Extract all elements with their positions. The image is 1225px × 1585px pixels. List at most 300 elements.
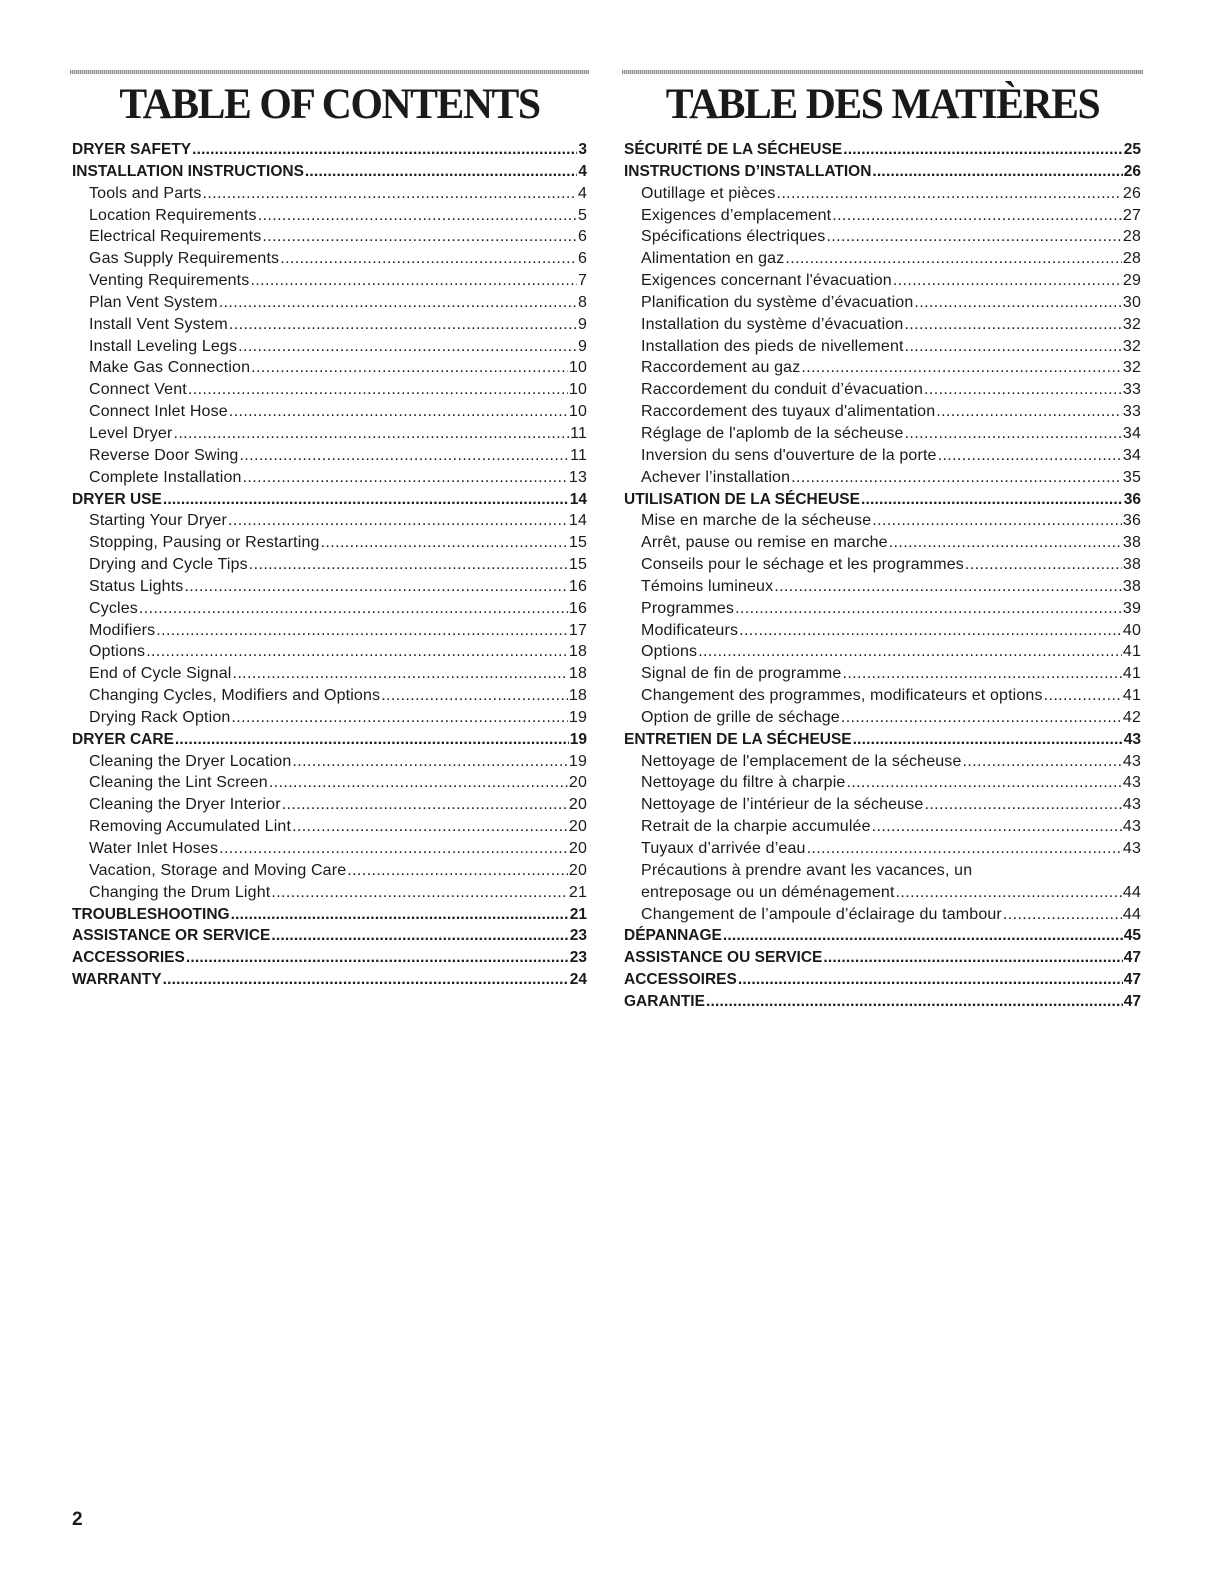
dot-leader [251,357,568,379]
dot-leader [175,729,569,751]
toc-subsection-entry [72,554,587,576]
dot-leader [381,685,568,707]
toc-entry-page: 44 [1122,883,1141,901]
toc-entry-label: Location Requirements [89,206,257,224]
dot-leader [228,510,568,532]
toc-section-entry [624,969,1141,991]
toc-entry-page: 18 [568,687,587,705]
toc-entry-page: 24 [569,971,587,989]
toc-entry-page: 41 [1122,665,1141,683]
toc-subsection-entry [624,663,1141,685]
dot-leader [905,423,1122,445]
toc-entry-label: Arrêt, pause ou remise en marche [641,534,888,552]
toc-entry-label: WARRANTY [72,971,162,989]
toc-entry-label: Cycles [89,599,138,617]
dot-leader [1044,685,1122,707]
dot-leader [936,401,1122,423]
toc-entry-page: 10 [568,359,587,377]
toc-entry-page: 38 [1122,556,1141,574]
toc-entry-label: Raccordement du conduit d’évacuation [641,381,924,399]
toc-subsection-entry [72,226,587,248]
toc-subsection-entry [624,751,1141,773]
toc-entry-label: Drying and Cycle Tips [89,556,248,574]
toc-subsection-entry [624,336,1141,358]
toc-subsection-entry [72,620,587,642]
toc-entry-label: End of Cycle Signal [89,665,232,683]
dot-leader [1003,904,1122,926]
dot-leader [938,445,1122,467]
toc-entry-label: Drying Rack Option [89,708,231,726]
page-number: 2 [72,1509,83,1530]
dot-leader [262,226,577,248]
dot-leader [269,772,568,794]
toc-subsection-entry [72,445,587,467]
toc-subsection-entry [72,292,587,314]
toc-entry-label: Achever l’installation [641,468,791,486]
toc-subsection-entry [624,641,1141,663]
toc-entry-label: Cleaning the Lint Screen [89,774,268,792]
toc-entry-label: ASSISTANCE OR SERVICE [72,927,271,945]
toc-subsection-entry [72,707,587,729]
dot-leader [823,947,1122,969]
toc-entry-page: 19 [569,730,587,748]
toc-entry-page: 13 [568,468,587,486]
toc-entry-page: 6 [577,250,587,268]
dot-leader [904,314,1121,336]
toc-entry-page: 38 [1122,534,1141,552]
toc-entry-label: Spécifications électriques [641,228,826,246]
toc-subsection-entry [624,357,1141,379]
dot-leader [232,663,567,685]
toc-entry-page: 5 [577,206,587,224]
toc-subsection-entry [624,598,1141,620]
dot-leader [706,991,1123,1013]
dot-leader [239,445,569,467]
toc-entry-label: Raccordement au gaz [641,359,801,377]
toc-entry-label: Electrical Requirements [89,228,262,246]
toc-entry-label: Signal de fin de programme [641,665,842,683]
toc-entry-page: 29 [1122,272,1141,290]
dot-leader [231,904,569,926]
toc-subsection-entry [624,445,1141,467]
dot-leader [280,248,577,270]
toc-entry-label: Inversion du sens d'ouverture de la porte [641,446,937,464]
toc-subsection-entry [624,707,1141,729]
toc-entry-page: 28 [1122,250,1141,268]
toc-entry-page: 21 [568,883,587,901]
dot-leader [203,183,577,205]
toc-subsection-entry [72,576,587,598]
dot-leader [826,226,1121,248]
toc-subsection-entry [624,838,1141,860]
toc-entry-label: Level Dryer [89,424,173,442]
toc-entry-label: Gas Supply Requirements [89,250,280,268]
toc-french-column [624,70,1141,1013]
toc-entry-page: 47 [1123,949,1141,967]
toc-subsection-entry [624,401,1141,423]
dot-leader [229,314,577,336]
toc-entry-page: 23 [569,927,587,945]
toc-section-entry [72,925,587,947]
toc-entry-label: Programmes [641,599,735,617]
toc-entry-label: GARANTIE [624,992,705,1010]
toc-entry-label: Install Leveling Legs [89,337,238,355]
toc-subsection-entry [624,620,1141,642]
toc-subsection-entry [72,423,587,445]
toc-entry-label: ACCESSORIES [72,949,185,967]
toc-subsection-entry [624,183,1141,205]
dot-leader [861,489,1123,511]
toc-entry-label: Outillage et pièces [641,184,776,202]
toc-section-entry [72,139,587,161]
toc-subsection-entry [624,467,1141,489]
toc-subsection-entry [72,467,587,489]
dot-leader [219,292,577,314]
dot-leader [192,139,577,161]
toc-entry-label: ASSISTANCE OU SERVICE [624,949,823,967]
dot-leader [791,467,1122,489]
toc-entry-page: 38 [1122,577,1141,595]
dot-leader [924,794,1121,816]
toc-entry-page: 35 [1122,468,1141,486]
toc-entry-label: Water Inlet Hoses [89,840,219,857]
toc-title-english: TABLE OF CONTENTS [119,81,540,128]
toc-subsection-entry [72,379,587,401]
toc-entry-page: 26 [1122,184,1141,202]
toc-entry-label: Raccordement des tuyaux d'alimentation [641,403,936,421]
dot-leader [258,205,577,227]
toc-section-entry [624,925,1141,947]
toc-entry-page: 25 [1123,141,1141,158]
toc-list-french [624,139,1141,1013]
toc-section-entry [624,991,1141,1013]
toc-entry-label: ENTRETIEN DE LA SÉCHEUSE [624,730,852,748]
toc-subsection-entry [72,641,587,663]
toc-subsection-entry [624,532,1141,554]
toc-entry-page: 41 [1122,643,1141,661]
dot-leader [965,554,1122,576]
toc-entry-label: INSTRUCTIONS D’INSTALLATION [624,162,872,180]
toc-subsection-entry [624,860,1141,904]
toc-entry-page: 8 [577,293,587,311]
toc-section-entry [624,489,1141,511]
toc-subsection-entry [624,292,1141,314]
dot-leader [271,882,568,904]
toc-subsection-entry [72,510,587,532]
toc-subsection-entry [72,816,587,838]
dot-leader [872,510,1122,532]
toc-entry-label: Installation du système d’évacuation [641,315,904,333]
dot-leader [905,336,1122,358]
dot-leader [807,838,1122,860]
toc-entry-page: 41 [1122,687,1141,705]
dot-leader [832,205,1122,227]
dot-leader [139,598,568,620]
dot-leader [842,663,1121,685]
dot-leader [243,467,568,489]
dot-leader [146,641,568,663]
dot-leader [774,576,1122,598]
toc-entry-page: 10 [568,381,587,399]
toc-entry-page: 16 [568,577,587,595]
toc-entry-page: 28 [1122,228,1141,246]
toc-entry-page: 15 [568,534,587,552]
toc-entry-page: 43 [1122,840,1141,857]
toc-entry-label: Plan Vent System [89,293,218,311]
top-rule [622,70,1143,74]
dot-leader [305,161,577,183]
toc-entry-label: entreposage ou un déménagement [641,883,895,901]
toc-subsection-entry [72,183,587,205]
toc-subsection-entry [72,685,587,707]
toc-entry-page: 26 [1123,162,1141,180]
toc-english-column [72,70,587,991]
toc-subsection-entry [624,576,1141,598]
toc-entry-label: Modificateurs [641,621,739,639]
dot-leader [188,379,568,401]
toc-entry-label: Tuyaux d’arrivée d’eau [641,840,806,857]
toc-entry-page: 43 [1122,796,1141,814]
toc-entry-label: Removing Accumulated Lint [89,818,292,836]
toc-entry-label: Planification du système d’évacuation [641,293,914,311]
dot-leader [924,379,1122,401]
toc-entry-label: Stopping, Pausing or Restarting [89,534,320,552]
toc-entry-label: Tools and Parts [89,184,202,202]
toc-entry-label: Reverse Door Swing [89,446,239,464]
toc-section-entry [624,947,1141,969]
dot-leader [173,423,569,445]
toc-entry-page: 33 [1122,381,1141,399]
toc-entry-page: 23 [569,949,587,967]
toc-entry-label: Connect Inlet Hose [89,403,228,421]
toc-entry-page: 34 [1122,424,1141,442]
toc-entry-page: 34 [1122,446,1141,464]
toc-entry-label: Status Lights [89,577,184,595]
dot-leader [163,969,569,991]
dot-leader [738,969,1123,991]
toc-entry-page: 32 [1122,359,1141,377]
toc-entry-label: Nettoyage de l’intérieur de la sécheuse [641,796,924,814]
toc-section-entry [624,161,1141,183]
toc-entry-label: Changing the Drum Light [89,883,271,901]
toc-title-french: TABLE DES MATIÈRES [665,81,1100,128]
toc-entry-label: Précautions à prendre avant les vacances, un [641,861,973,879]
dot-leader [963,751,1122,773]
dot-leader [872,161,1122,183]
toc-subsection-entry [72,772,587,794]
toc-entry-label: DRYER USE [72,490,162,508]
dot-leader [889,532,1122,554]
toc-entry-label: Changement des programmes, modificateurs et options [641,687,1043,705]
toc-entry-label: Alimentation en gaz [641,250,785,268]
toc-entry-label: Changing Cycles, Modifiers and Options [89,687,381,705]
toc-entry-page: 14 [569,490,587,508]
dot-leader [219,838,568,860]
toc-subsection-entry [72,248,587,270]
dot-leader [893,270,1122,292]
dot-leader [776,183,1121,205]
dot-leader [801,357,1122,379]
toc-entry-label: Changement de l’ampoule d’éclairage du tambour [641,905,1002,923]
dot-leader [846,772,1121,794]
toc-entry-label: TROUBLESHOOTING [72,905,230,923]
dot-leader [896,882,1122,904]
dot-leader [184,576,567,598]
toc-entry-page: 19 [568,752,587,770]
toc-entry-label: Exigences concernant l'évacuation [641,272,892,290]
toc-entry-page: 27 [1122,206,1141,224]
toc-entry-page: 4 [577,184,587,202]
toc-subsection-entry [624,423,1141,445]
toc-section-entry [72,947,587,969]
toc-entry-label: UTILISATION DE LA SÉCHEUSE [624,490,860,508]
toc-subsection-entry [624,794,1141,816]
toc-entry-label: DÉPANNAGE [624,927,722,945]
toc-section-entry [72,161,587,183]
toc-entry-page: 20 [568,861,587,879]
toc-subsection-entry [72,336,587,358]
toc-entry-label: Starting Your Dryer [89,512,228,530]
toc-entry-label: Exigences d’emplacement [641,206,832,224]
dot-leader [735,598,1122,620]
toc-subsection-entry [72,860,587,882]
dot-leader [186,947,569,969]
toc-entry-label: INSTALLATION INSTRUCTIONS [72,162,304,180]
toc-entry-label: Options [89,643,146,661]
toc-entry-page: 36 [1123,490,1141,508]
toc-entry-page: 43 [1123,730,1141,748]
dot-leader [282,794,568,816]
toc-subsection-entry [624,248,1141,270]
toc-entry-label: Modifiers [89,621,156,639]
toc-subsection-entry [72,751,587,773]
toc-entry-page: 17 [568,621,587,639]
dot-leader [156,620,568,642]
toc-entry-page: 18 [568,643,587,661]
toc-entry-page: 47 [1123,971,1141,989]
toc-entry-label: DRYER CARE [72,730,174,748]
toc-section-entry [624,729,1141,751]
toc-subsection-entry [624,685,1141,707]
dot-leader [739,620,1122,642]
toc-entry-page: 7 [577,272,587,290]
toc-entry-label: Nettoyage de l'emplacement de la sécheuse [641,752,962,770]
toc-subsection-entry [72,663,587,685]
toc-entry-page: 18 [568,665,587,683]
dot-leader [872,816,1122,838]
dot-leader [853,729,1123,751]
dot-leader [229,401,568,423]
toc-subsection-entry [72,357,587,379]
toc-entry-label: Venting Requirements [89,272,250,290]
dot-leader [292,816,568,838]
toc-subsection-entry [624,510,1141,532]
toc-subsection-entry [624,904,1141,926]
toc-entry-page: 47 [1123,992,1141,1010]
toc-entry-label: Réglage de l'aplomb de la sécheuse [641,424,904,442]
toc-subsection-entry [72,838,587,860]
toc-subsection-entry [72,882,587,904]
toc-entry-page: 15 [568,556,587,574]
dot-leader [163,489,569,511]
toc-subsection-entry [72,314,587,336]
toc-entry-page: 19 [568,708,587,726]
toc-subsection-entry [624,314,1141,336]
toc-entry-page: 6 [577,228,587,246]
toc-entry-page: 45 [1123,927,1141,945]
toc-entry-label: Cleaning the Dryer Interior [89,796,281,814]
toc-subsection-entry [624,772,1141,794]
toc-entry-continuation [641,882,1141,904]
toc-entry-page: 4 [578,162,587,180]
dot-leader [231,707,567,729]
top-rule [70,70,589,74]
toc-entry-label: Options [641,643,698,661]
dot-leader [249,554,568,576]
dot-leader [250,270,577,292]
toc-entry-page: 20 [568,818,587,836]
toc-subsection-entry [624,816,1141,838]
toc-section-entry [72,489,587,511]
toc-entry-page: 11 [570,424,587,442]
toc-entry-page: 43 [1122,752,1141,770]
toc-entry-page: 43 [1122,774,1141,792]
toc-section-entry [72,904,587,926]
toc-entry-label: Vacation, Storage and Moving Care [89,861,347,879]
toc-entry-label: Install Vent System [89,315,228,333]
toc-subsection-entry [624,226,1141,248]
toc-entry-page: 14 [568,512,587,530]
toc-subsection-entry [624,554,1141,576]
dot-leader [347,860,568,882]
dot-leader [238,336,577,358]
toc-subsection-entry [72,794,587,816]
toc-entry-page: 21 [569,905,587,923]
dot-leader [785,248,1122,270]
toc-entry-page: 3 [578,141,587,158]
toc-entry-page: 32 [1122,315,1141,333]
toc-entry-page: 39 [1122,599,1141,617]
toc-subsection-entry [624,205,1141,227]
dot-leader [841,707,1122,729]
toc-entry-page: 11 [570,446,587,464]
toc-entry-page: 30 [1122,293,1141,311]
toc-entry-label: Nettoyage du filtre à charpie [641,774,846,792]
toc-subsection-entry [72,401,587,423]
toc-entry-page: 43 [1122,818,1141,836]
toc-entry-label: Complete Installation [89,468,242,486]
dot-leader [914,292,1122,314]
dot-leader [271,925,568,947]
toc-entry-page: 33 [1122,403,1141,421]
dot-leader [292,751,568,773]
toc-entry-page: 40 [1122,621,1141,639]
toc-entry-page: 20 [568,796,587,814]
toc-entry-label: DRYER SAFETY [72,141,192,158]
toc-entry-page: 20 [568,774,587,792]
toc-section-entry [624,139,1141,161]
toc-entry-page: 20 [568,840,587,857]
toc-section-entry [72,969,587,991]
toc-entry-label: Connect Vent [89,381,187,399]
toc-list-english [72,139,587,991]
toc-entry-label: SÉCURITÉ DE LA SÉCHEUSE [624,141,843,158]
toc-entry-page: 32 [1122,337,1141,355]
toc-entry-page: 42 [1122,708,1141,726]
toc-entry-label: Conseils pour le séchage et les programmes [641,556,964,574]
toc-subsection-entry [72,270,587,292]
toc-section-entry [72,729,587,751]
